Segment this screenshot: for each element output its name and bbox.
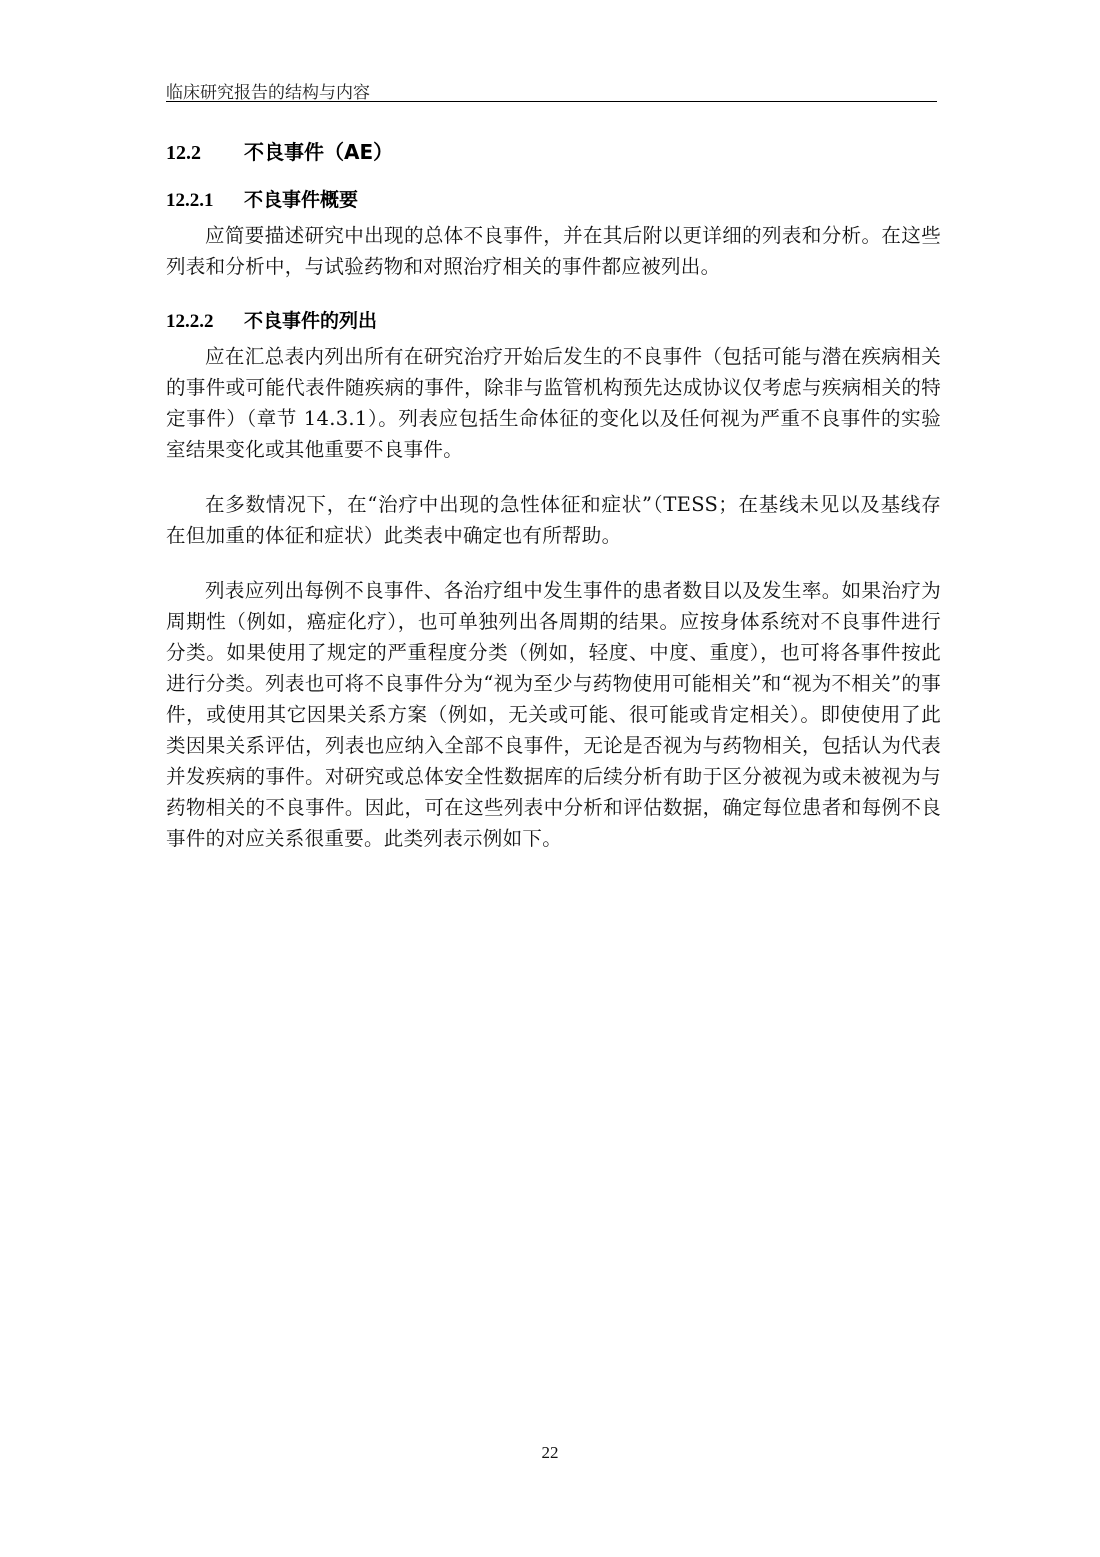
section-heading-12-2 [166,136,941,165]
section-heading-12-2-2 [166,306,941,333]
section-number: 12.2 [166,142,201,164]
paragraph: 在多数情况下，在“治疗中出现的急性体征和症状”（TESS；在基线未见以及基线存在但加重的体征和症状）此类表中确定也有所帮助。 [166,493,941,547]
paragraph: 应在汇总表内列出所有在研究治疗开始后发生的不良事件（包括可能与潜在疾病相关的事件或可能代表件随疾病的事件，除非与监管机构预先达成协议仅考虑与疾病相关的特定事件）（章节 14.3.1）。列表应包括生命体征的变化以及任何视为严重不良事件的实验室结果变化或其他重要不良事件。 [166,345,941,461]
section-number: 12.2.1 [166,190,214,211]
section-heading-12-2-1 [166,185,941,212]
section-title: 不良事件的列出 [244,310,378,332]
running-header: 临床研究报告的结构与内容 [166,83,370,103]
page-number: 22 [541,1443,559,1462]
section-title: 不良事件概要 [244,189,359,211]
section-title: 不良事件（AE） [244,140,394,164]
section-number: 12.2.2 [166,311,214,332]
paragraph: 列表应列出每例不良事件、各治疗组中发生事件的患者数目以及发生率。如果治疗为周期性（例如，癌症化疗），也可单独列出各周期的结果。应按身体系统对不良事件进行分类。如果使用了规定的严重程度分类（例如，轻度、中度、重度），也可将各事件按此进行分类。列表也可将不良事件分为“视为至少与药物使用可能相关”和“视为不相关”的事件，或使用其它因果关系方案（例如，无关或可能、很可能或肯定相关）。即使使用了此类因果关系评估，列表也应纳入全部不良事件，无论是否视为与药物相关，包括认为代表并发疾病的事件。对研究或总体安全性数据库的后续分析有助于区分被视为或未被视为与药物相关的不良事件。因此，可在这些列表中分析和评估数据，确定每位患者和每例不良事件的对应关系很重要。此类列表示例如下。 [166,579,941,850]
header-rule [166,101,937,102]
paragraph: 应简要描述研究中出现的总体不良事件，并在其后附以更详细的列表和分析。在这些列表和分析中，与试验药物和对照治疗相关的事件都应被列出。 [166,224,941,278]
page-content [166,130,941,878]
